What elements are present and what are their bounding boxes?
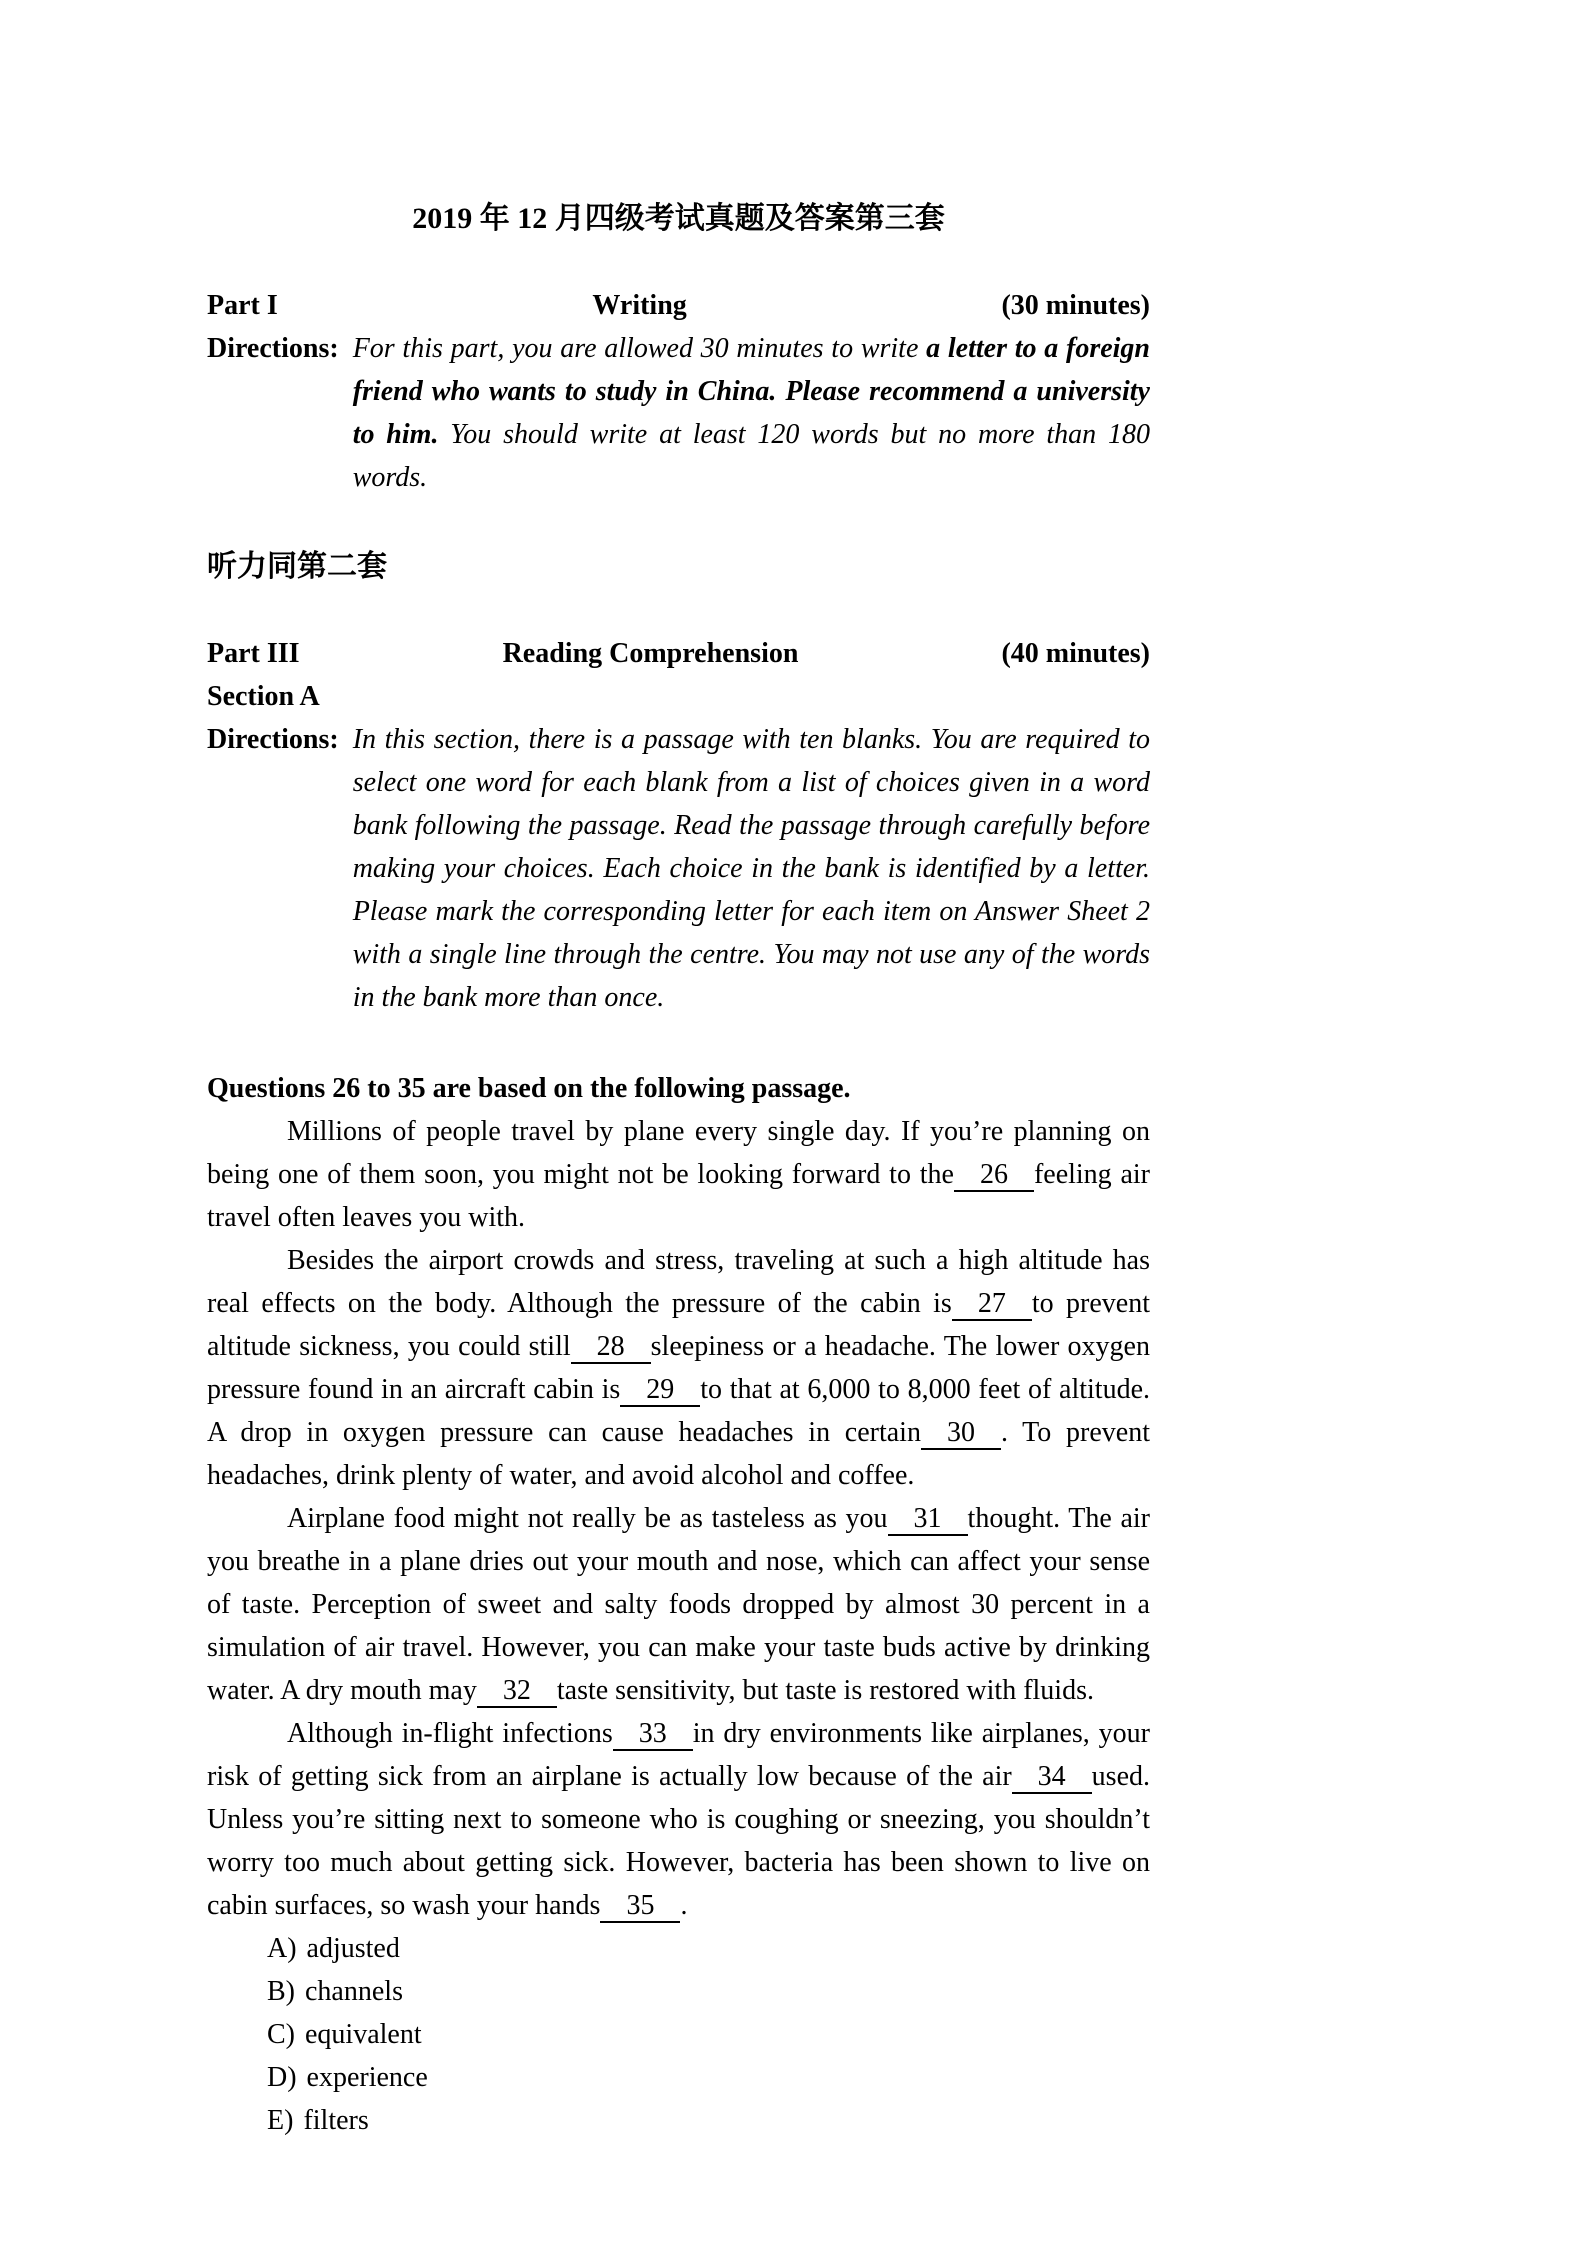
option-letter: C)	[267, 2019, 295, 2050]
part3-label: Part III	[207, 638, 300, 669]
blank-28: 28	[571, 1331, 651, 1364]
part3-directions-label: Directions:	[207, 724, 339, 755]
blank-33: 33	[613, 1718, 693, 1751]
blank-31: 31	[888, 1503, 968, 1536]
blank-30: 30	[921, 1417, 1001, 1450]
passage-text-run: taste sensitivity, but taste is restored with fluids.	[556, 1675, 1094, 1706]
passage-text-run: thought. The air you breathe in a plane dries out your mouth and nose, which can affect your sense of taste. Perception of sweet and salty foods dropped by almost 30 percent in a simulation of air travel. However, you can make your taste buds active by drinking water. A dry mouth may	[207, 1503, 1150, 1706]
part1-label: Part I	[207, 290, 278, 321]
passage-text-run: in dry environments like airplanes, your risk of getting sick from an airplane is actually low because of the air	[207, 1718, 1150, 1792]
directions-run-bold-italic: a letter to a foreign friend who wants to study in China. Please recommend a university to him.	[352, 333, 1150, 450]
option-word: equivalent	[305, 2019, 422, 2050]
passage-paragraph-4	[207, 1712, 1150, 1927]
passage-text-run: to prevent altitude sickness, you could still	[207, 1288, 1151, 1362]
part1-directions-text	[353, 327, 1150, 499]
word-bank	[267, 1927, 1150, 2142]
passage-text-run: Although in-flight infections	[287, 1718, 613, 1749]
blank-35: 35	[600, 1890, 680, 1923]
blank-29: 29	[620, 1374, 700, 1407]
part1-duration: (30 minutes)	[1001, 290, 1150, 321]
passage-text-run: used. Unless you’re sitting next to someone who is coughing or sneezing, you shouldn’t worry too much about getting sick. However, bacteria has been shown to live on cabin surfaces, so wash your hands	[207, 1761, 1150, 1921]
word-bank-option-c	[267, 2013, 1150, 2056]
word-bank-option-b	[267, 1970, 1150, 2013]
part3-header	[207, 632, 1150, 675]
blank-26: 26	[954, 1159, 1034, 1192]
blank-34: 34	[1012, 1761, 1092, 1794]
part3-duration: (40 minutes)	[1001, 638, 1150, 669]
section-a-label: Section A	[207, 681, 320, 712]
option-letter: B)	[267, 1976, 295, 2007]
option-word: adjusted	[306, 1933, 400, 1964]
directions-run-italic: You should write at least 120 words but no more than 180 words.	[352, 419, 1150, 493]
passage-paragraph-3	[207, 1497, 1150, 1712]
part1-directions	[207, 327, 1150, 499]
passage-text-run: to that at 6,000 to 8,000 feet of altitude. A drop in oxygen pressure can cause headaches in certain	[207, 1374, 1151, 1448]
option-letter: D)	[267, 2062, 297, 2093]
passage-text-run: Millions of people travel by plane every single day. If you’re planning on being one of them soon, you might not be looking forward to the	[207, 1116, 1150, 1190]
part3-section-title: Reading Comprehension	[502, 638, 799, 669]
document-content	[207, 0, 1150, 2142]
passage-text-run: Airplane food might not really be as tasteless as you	[287, 1503, 888, 1534]
word-bank-option-d	[267, 2056, 1150, 2099]
passage-text-run: feeling air travel often leaves you with.	[207, 1159, 1150, 1233]
part1-section-title: Writing	[592, 290, 687, 321]
passage-paragraph-1	[207, 1110, 1150, 1239]
part3-directions	[207, 718, 1150, 1019]
option-word: filters	[303, 2105, 369, 2136]
option-letter: A)	[267, 1933, 297, 1964]
option-letter: E)	[267, 2105, 294, 2136]
passage-text-run: . To prevent headaches, drink plenty of water, and avoid alcohol and coffee.	[207, 1417, 1150, 1491]
questions-range-heading: Questions 26 to 35 are based on the following passage.	[207, 1073, 851, 1104]
option-word: channels	[305, 1976, 403, 2007]
passage-text-run: sleepiness or a headache. The lower oxygen pressure found in an aircraft cabin is	[207, 1331, 1150, 1405]
listening-same-as-set2-note: 听力同第二套	[207, 550, 387, 583]
part3-directions-text	[353, 718, 1150, 1019]
blank-27: 27	[952, 1288, 1032, 1321]
word-bank-option-e	[267, 2099, 1150, 2142]
directions-run-italic: For this part, you are allowed 30 minutes to write	[352, 333, 927, 364]
passage-text-run: .	[680, 1890, 688, 1921]
passage-text-run: Besides the airport crowds and stress, traveling at such a high altitude has real effects on the body. Although the pressure of the cabin is	[207, 1245, 1150, 1319]
directions-run-italic: In this section, there is a passage with ten blanks. You are required to select one word for each blank from a list of choices given in a word bank following the passage. Read the passage through carefully before making your choices. Each choice in the bank is identified by a letter. Please mark the corresponding letter for each item on Answer Sheet 2 with a single line through the centre. You may not use any of the words in the bank more than once.	[352, 724, 1150, 1013]
document-title: 2019 年 12 月四级考试真题及答案第三套	[412, 202, 945, 235]
passage-paragraph-2	[207, 1239, 1150, 1497]
word-bank-option-a	[267, 1927, 1150, 1970]
part1-directions-label: Directions:	[207, 333, 339, 364]
option-word: experience	[306, 2062, 428, 2093]
blank-32: 32	[477, 1675, 557, 1708]
part1-header	[207, 284, 1150, 327]
